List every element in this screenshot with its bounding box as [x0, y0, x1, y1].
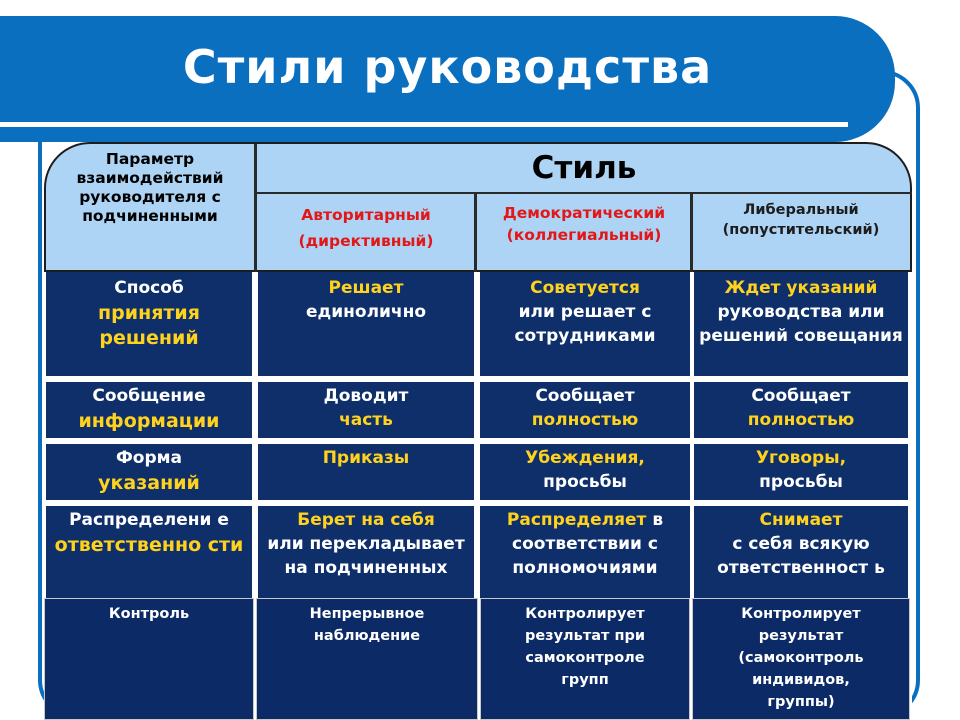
- cell-accent: Уговоры,: [755, 448, 847, 468]
- cell-accent: Снимает: [759, 510, 843, 530]
- cell-accent: полностью: [531, 410, 639, 430]
- cell-information-authoritarian: [258, 382, 474, 438]
- cell-text: Доводит: [323, 386, 409, 406]
- cell-instructions-democratic: [480, 444, 690, 500]
- cell-information-democratic: [480, 382, 690, 438]
- column-header-liberal: [694, 200, 908, 240]
- param-text: Распределени е: [69, 510, 229, 530]
- cell-responsibility-liberal: [694, 506, 908, 598]
- param-text: Способ: [114, 278, 184, 298]
- column-header-line: (директивный): [298, 232, 434, 250]
- cell-text: или перекладывает на подчиненных: [267, 534, 465, 578]
- cell-control-authoritarian: Непрерывное наблюдение: [256, 598, 478, 720]
- cell-text: просьбы: [543, 472, 627, 492]
- row-param-responsibility: [46, 506, 252, 598]
- cell-accent: Решает: [328, 278, 404, 298]
- slide-title: Стили руководства: [182, 40, 713, 94]
- column-header-line: Демократический: [502, 204, 666, 222]
- param-accent: принятия решений: [98, 302, 200, 349]
- cell-text: с себя всякую ответственност ь: [717, 534, 885, 578]
- param-text: Сообщение: [92, 386, 206, 406]
- cell-text: Сообщает: [751, 386, 851, 406]
- column-header-line: (попустительский): [722, 222, 880, 238]
- column-header-democratic: [478, 202, 690, 246]
- cell-accent: полностью: [747, 410, 855, 430]
- cell-accent: Советуется: [530, 278, 640, 298]
- style-header: Стиль: [531, 150, 637, 186]
- row-param-instructions: [46, 444, 252, 500]
- cell-accent: Приказы: [322, 448, 410, 468]
- cell-control-liberal: Контролирует результат (самоконтроль индивидов, группы): [692, 598, 910, 720]
- cell-instructions-authoritarian: [258, 444, 474, 500]
- column-header-authoritarian: [258, 202, 474, 254]
- banner-underline: [0, 122, 848, 127]
- cell-text: Сообщает: [535, 386, 635, 406]
- param-accent: указаний: [98, 472, 200, 494]
- cell-accent: Ждет указаний: [724, 278, 878, 298]
- cell-information-liberal: [694, 382, 908, 438]
- cell-text: руководства или решений совещания: [699, 302, 903, 346]
- cell-text: или решает с сотрудниками: [514, 302, 656, 346]
- cell-responsibility-democratic: [480, 506, 690, 598]
- cell-control-democratic: Контролирует результат при самоконтроле групп: [480, 598, 690, 720]
- cell-accent: Убеждения,: [525, 448, 645, 468]
- column-header-line: Авторитарный: [301, 206, 431, 224]
- cell-accent: часть: [339, 410, 393, 430]
- cell-instructions-liberal: [694, 444, 908, 500]
- cell-accent: Берет на себя: [297, 510, 435, 530]
- row-param-decision: [46, 272, 252, 376]
- cell-decision-democratic: [480, 272, 690, 376]
- cell-text: в соответствии с полномочиями: [512, 510, 664, 578]
- cell-text: просьбы: [759, 472, 843, 492]
- column-header-line: Либеральный: [743, 202, 859, 218]
- col-divider-2: [690, 193, 693, 272]
- cell-decision-liberal: [694, 272, 908, 376]
- col-divider-1: [474, 193, 477, 272]
- cell-accent: Распределяет: [506, 510, 647, 530]
- param-header: Параметр взаимодействий руководителя с подчиненными: [76, 150, 224, 225]
- row-param-information: [46, 382, 252, 438]
- column-header-line: (коллегиальный): [506, 226, 662, 244]
- param-accent: ответственно сти: [54, 534, 244, 556]
- param-accent: информации: [78, 410, 220, 432]
- cell-text: единолично: [305, 302, 427, 322]
- param-text: Форма: [115, 448, 183, 468]
- cell-decision-authoritarian: [258, 272, 474, 376]
- row-param-control: Контроль: [44, 598, 254, 720]
- header-hline: [256, 192, 912, 194]
- cell-responsibility-authoritarian: [258, 506, 474, 598]
